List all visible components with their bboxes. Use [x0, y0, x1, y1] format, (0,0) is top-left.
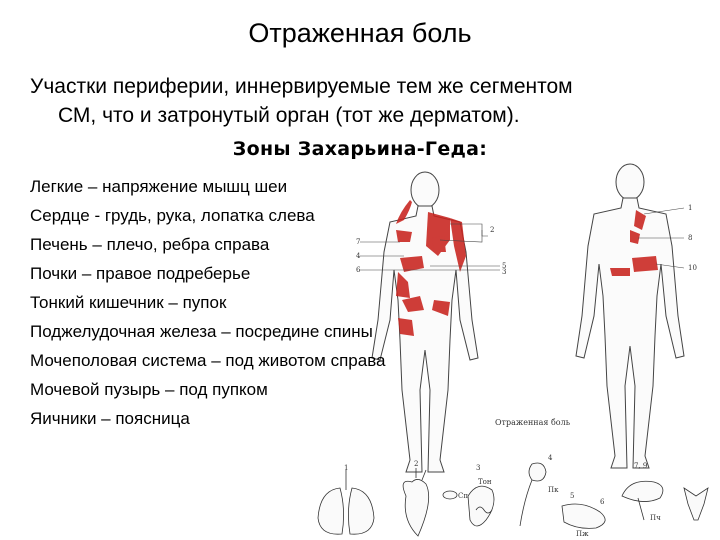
- front-label-5: 5: [502, 262, 507, 270]
- lungs-icon: [318, 470, 374, 534]
- zone-item-lungs: Легкие – напряжение мышц шеи: [30, 177, 288, 196]
- front-label-2: 2: [490, 226, 495, 234]
- figure-caption: Отраженная боль: [495, 418, 571, 427]
- intro-line-2: СМ, что и затронутый орган (тот же дерматом).: [58, 104, 520, 127]
- uterus-icon: [684, 488, 708, 520]
- stomach-intestine-icon: [468, 486, 494, 526]
- kidney-icon: [520, 463, 546, 526]
- zone-item-kidneys: Почки – правое подреберье: [30, 264, 251, 283]
- back-labels: [688, 204, 697, 272]
- pancreas-icon: [562, 504, 605, 528]
- front-label-3: 3: [502, 268, 507, 276]
- zone-item-pancreas: Поджелудочная железа – посредине спины: [30, 322, 373, 341]
- organ-label-4: 4: [548, 454, 553, 462]
- spleen-icon: [443, 491, 457, 499]
- zone-item-ovaries: Яичники – поясница: [30, 409, 190, 428]
- organ-label-5: 5: [570, 492, 575, 500]
- organ-label-sp: Сп: [458, 492, 469, 500]
- organ-label-6: 6: [600, 498, 605, 506]
- organ-label-pch: Пч: [650, 514, 661, 522]
- back-label-10: 10: [688, 264, 697, 272]
- slide-title: Отраженная боль: [248, 18, 472, 48]
- organ-label-2: 2: [414, 460, 419, 468]
- organ-label-1: 1: [344, 464, 349, 472]
- zone-item-liver: Печень – плечо, ребра справа: [30, 235, 270, 254]
- intro-paragraph: [30, 72, 690, 130]
- back-label-8: 8: [688, 234, 693, 242]
- organ-label-pk: Пк: [548, 486, 559, 494]
- front-label-6: 6: [356, 266, 361, 274]
- front-body: [372, 172, 481, 472]
- organ-label-7-9: 7, 9: [634, 462, 648, 470]
- front-label-4: 4: [356, 252, 361, 260]
- zone-item-heart: Сердце - грудь, рука, лопатка слева: [30, 206, 315, 225]
- organ-label-pzh: Пж: [576, 530, 589, 538]
- intro-line-1: Участки периферии, иннервируемые тем же сегментом: [30, 75, 573, 98]
- organ-label-3: 3: [476, 464, 481, 472]
- back-label-1: 1: [688, 204, 693, 212]
- zone-item-bladder: Мочевой пузырь – под пупком: [30, 380, 268, 399]
- zones-list: [30, 172, 386, 433]
- zone-item-small-intestine: Тонкий кишечник – пупок: [30, 293, 227, 312]
- heart-icon: [403, 468, 429, 536]
- organ-label-ton: Тон: [478, 478, 492, 486]
- back-body: [576, 164, 684, 468]
- front-label-7: 7: [356, 238, 361, 246]
- zone-item-urogenital: Мочеполовая система – под животом справа: [30, 351, 386, 370]
- organs-row: [318, 463, 708, 536]
- zones-heading: Зоны Захарьина-Геда:: [232, 138, 488, 160]
